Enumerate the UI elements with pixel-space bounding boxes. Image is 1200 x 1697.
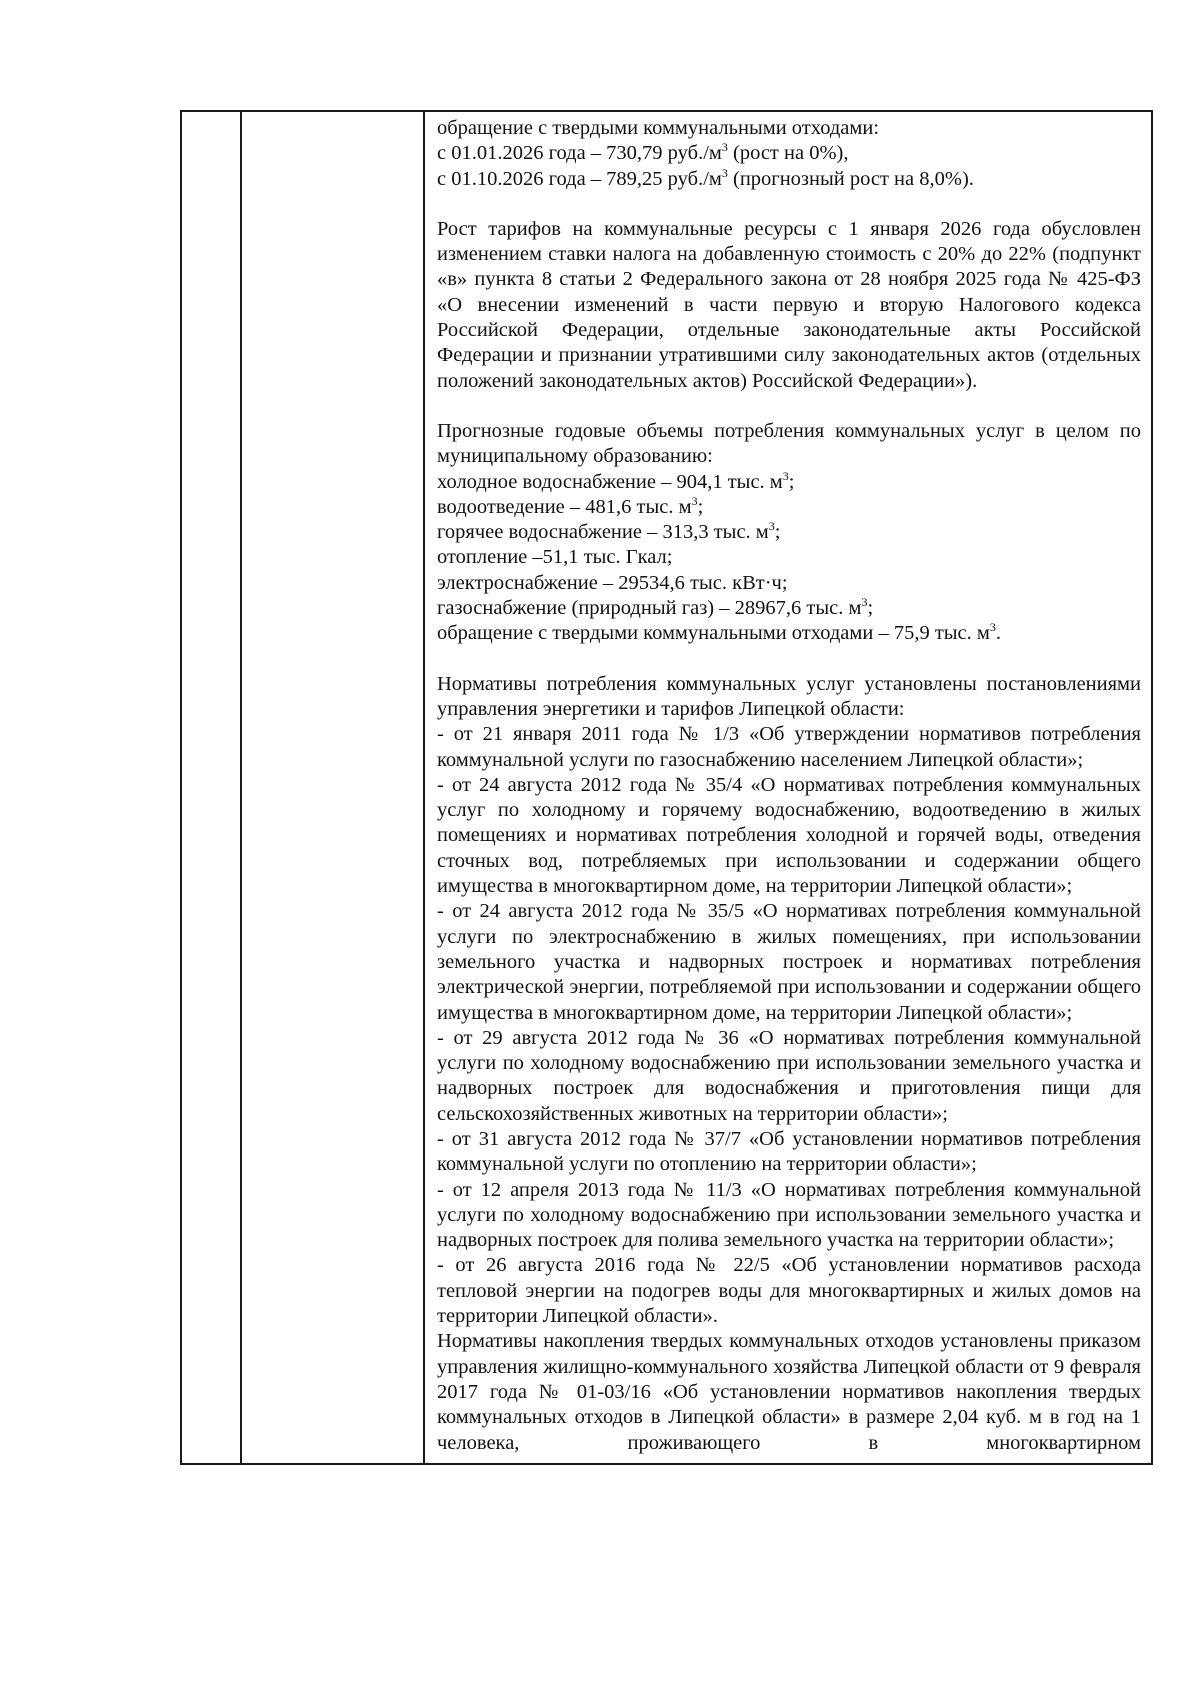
norm-item-2: - от 24 августа 2012 года № 35/4 «О нормативах потребления коммунальных услуг по холодному и горячему водоснабжению, водоотведению в жилых помещениях и нормативах потребления холодной и горячей воды, отведения сточных вод, потребляемых при использовании и содержании общего имущества в многоквартирном доме, на территории Липецкой области»; (437, 773, 1141, 898)
tariff-heading: обращение с твердыми коммунальными отходами: (437, 117, 880, 139)
table-column-divider-2 (423, 112, 425, 1463)
volume-waste: обращение с твердыми коммунальными отходами – 75,9 тыс. $м^3$. (437, 620, 1002, 645)
volume-gas: газоснабжение (природный газ) – 28967,6 тыс. $м^3$; (437, 595, 874, 620)
volume-sewerage: водоотведение – 481,6 тыс. $м^3$; (437, 494, 704, 518)
volumes-intro: Прогнозные годовые объемы потребления коммунальных услуг в целом по муниципальному образованию: (437, 419, 1141, 468)
norm-item-4: - от 29 августа 2012 года № 36 «О нормативах потребления коммунальной услуги по холодному водоснабжению при использовании земельного участка и надворных построек для водоснабжения и приготовления пищи для сельскохозяйственных животных на территории области»; (437, 1026, 1141, 1125)
tariff-line-oct: с 01.10.2026 года – 789,25 $руб./м^3$ (прогнозный рост на 8,0%). (437, 165, 974, 190)
document-table (180, 110, 1153, 1465)
vat-paragraph: Рост тарифов на коммунальные ресурсы с 1 января 2026 года обусловлен изменением ставки налога на добавленную стоимость с 20% до 22% (подпункт «в» пункта 8 статьи 2 Федерального закона от 28 ноября 2025 года № 425-ФЗ «О внесении изменений в части первую и вторую Налогового кодекса Российской Федерации, отдельные законодательные акты Российской Федерации и признании утратившими силу законодательных актов (отдельных положений законодательных актов) Российской Федерации»). (437, 217, 1141, 392)
norm-item-7: - от 26 августа 2016 года № 22/5 «Об установлении нормативов расхода тепловой энергии на подогрев воды для многоквартирных и жилых домов на территории Липецкой области». (437, 1254, 1141, 1328)
volume-hot-water: горячее водоснабжение – 313,3 тыс. $м^3$; (437, 519, 781, 544)
volume-heating: отопление –51,1 тыс. Гкал; (437, 546, 673, 569)
norm-item-6: - от 12 апреля 2013 года № 11/3 «О нормативах потребления коммунальной услуги по холодному водоснабжению при использовании земельного участка и надворных построек для полива земельного участка на территории области»; (437, 1178, 1141, 1252)
waste-norms-paragraph: Нормативы накопления твердых коммунальных отходов установлены приказом управления жилищно-коммунального хозяйства Липецкой области от 9 февраля 2017 года № 01-03/16 «Об установлении нормативов накопления твердых коммунальных отходов в Липецкой области» в размере 2,04 куб. м в год на 1 человека, проживающего в многоквартирном (437, 1330, 1141, 1454)
table-column-divider-1 (240, 112, 242, 1463)
norm-item-1: - от 21 января 2011 года № 1/3 «Об утверждении нормативов потребления коммунальной услуги по газоснабжению населением Липецкой области»; (437, 723, 1141, 771)
norm-item-5: - от 31 августа 2012 года № 37/7 «Об установлении нормативов потребления коммунальной услуги по отоплению на территории области»; (437, 1127, 1141, 1176)
volume-electricity: электроснабжение – 29534,6 тыс. кВт·ч; (437, 571, 788, 594)
norms-intro: Нормативы потребления коммунальных услуг установлены постановлениями управления энергетики и тарифов Липецкой области: (437, 672, 1141, 720)
tariff-line-jan: с 01.01.2026 года – 730,79 $руб./м^3$ (рост на 0%), (437, 140, 849, 165)
norm-item-3: - от 24 августа 2012 года № 35/5 «О нормативах потребления коммунальной услуги по электроснабжению в жилых помещениях, при использовании земельного участка и надворных построек и нормативах потребления электрической энергии, потребляемой при использовании и содержании общего имущества в многоквартирном доме, на территории Липецкой области»; (437, 900, 1141, 1024)
table-cell-text (437, 116, 1141, 1456)
volume-cold-water: холодное водоснабжение – 904,1 тыс. $м^3$; (437, 468, 795, 493)
